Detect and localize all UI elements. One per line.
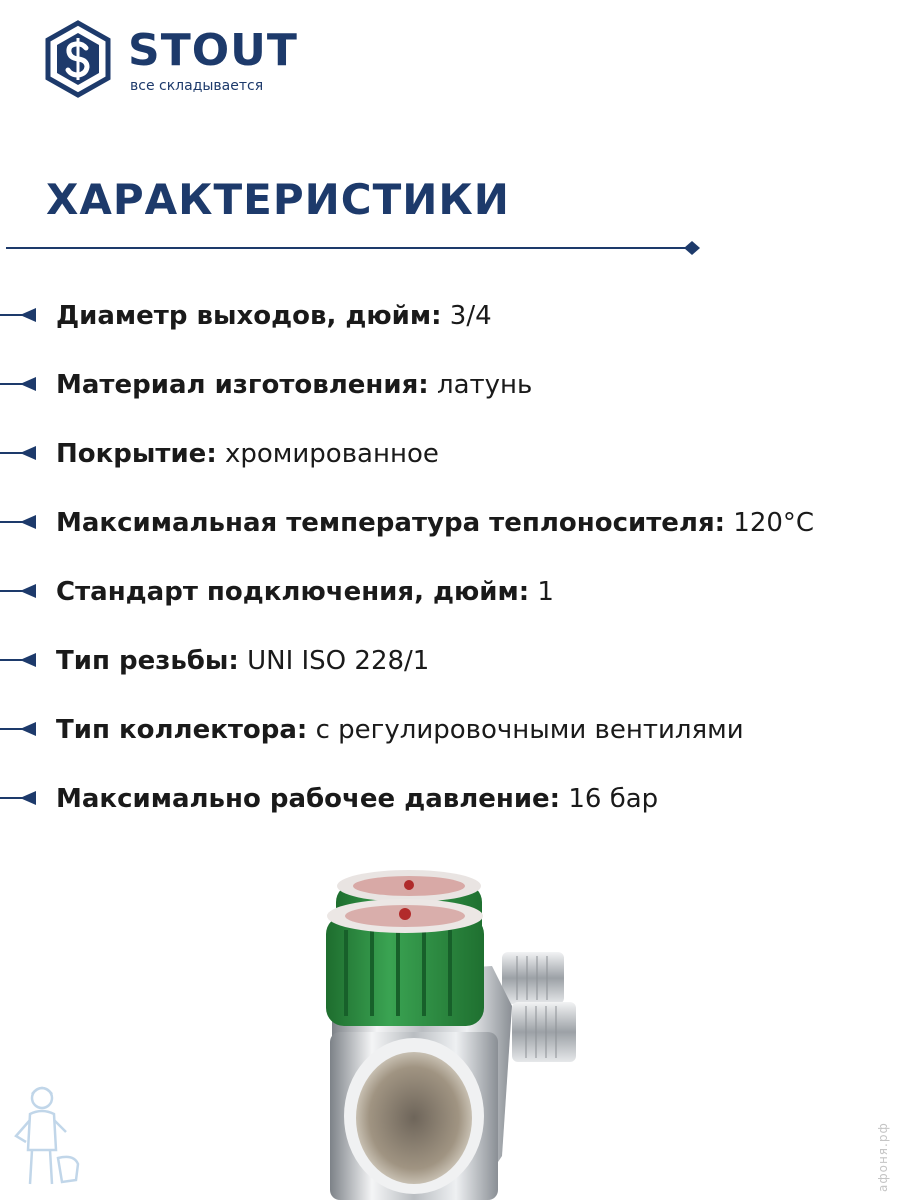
triangle-pointer-icon bbox=[0, 584, 38, 598]
triangle-pointer-icon bbox=[0, 515, 38, 529]
spec-row bbox=[0, 769, 900, 838]
watermark: афоня.рф bbox=[876, 1122, 890, 1192]
spec-value: 120°C bbox=[733, 508, 815, 538]
spec-text bbox=[56, 438, 439, 470]
spec-value: с регулировочными вентилями bbox=[315, 715, 744, 745]
spec-row bbox=[0, 631, 900, 700]
spec-label: Стандарт подключения, дюйм: bbox=[56, 577, 530, 607]
triangle-pointer-icon bbox=[0, 653, 38, 667]
spec-row bbox=[0, 493, 900, 562]
triangle-pointer-icon bbox=[0, 446, 38, 460]
spec-label: Тип резьбы: bbox=[56, 646, 239, 676]
manifold-valve-photo bbox=[312, 856, 602, 1200]
brand-name: STOUT bbox=[128, 25, 298, 76]
spec-row bbox=[0, 562, 900, 631]
spec-label: Максимальная температура теплоносителя: bbox=[56, 508, 726, 538]
brand-tagline: все складывается bbox=[130, 78, 264, 94]
spec-text bbox=[56, 576, 554, 608]
spec-text bbox=[56, 714, 744, 746]
triangle-pointer-icon bbox=[0, 791, 38, 805]
spec-text bbox=[56, 369, 532, 401]
triangle-pointer-icon bbox=[0, 377, 38, 391]
spec-row bbox=[0, 424, 900, 493]
spec-label: Диаметр выходов, дюйм: bbox=[56, 301, 442, 331]
title-divider bbox=[6, 240, 702, 256]
spec-text bbox=[56, 645, 429, 677]
spec-label: Материал изготовления: bbox=[56, 370, 429, 400]
spec-label: Покрытие: bbox=[56, 439, 217, 469]
spec-value: 16 бар bbox=[568, 784, 659, 814]
spec-value: UNI ISO 228/1 bbox=[247, 646, 430, 676]
spec-value: хромированное bbox=[224, 439, 439, 469]
spec-text bbox=[56, 300, 492, 332]
specs-list bbox=[0, 286, 900, 838]
triangle-pointer-icon bbox=[0, 308, 38, 322]
spec-value: 3/4 bbox=[449, 301, 492, 331]
spec-value: 1 bbox=[537, 577, 554, 607]
spec-text bbox=[56, 783, 658, 815]
hexagon-s-logo-icon bbox=[44, 20, 112, 98]
spec-row bbox=[0, 355, 900, 424]
triangle-pointer-icon bbox=[0, 722, 38, 736]
brand-logo bbox=[44, 20, 314, 100]
spec-value: латунь bbox=[436, 370, 533, 400]
spec-label: Максимально рабочее давление: bbox=[56, 784, 561, 814]
spec-row bbox=[0, 286, 900, 355]
section-title: ХАРАКТЕРИСТИКИ bbox=[46, 175, 510, 224]
spec-row bbox=[0, 700, 900, 769]
plumber-mascot-icon bbox=[6, 1080, 86, 1192]
spec-text bbox=[56, 507, 814, 539]
spec-label: Тип коллектора: bbox=[56, 715, 308, 745]
